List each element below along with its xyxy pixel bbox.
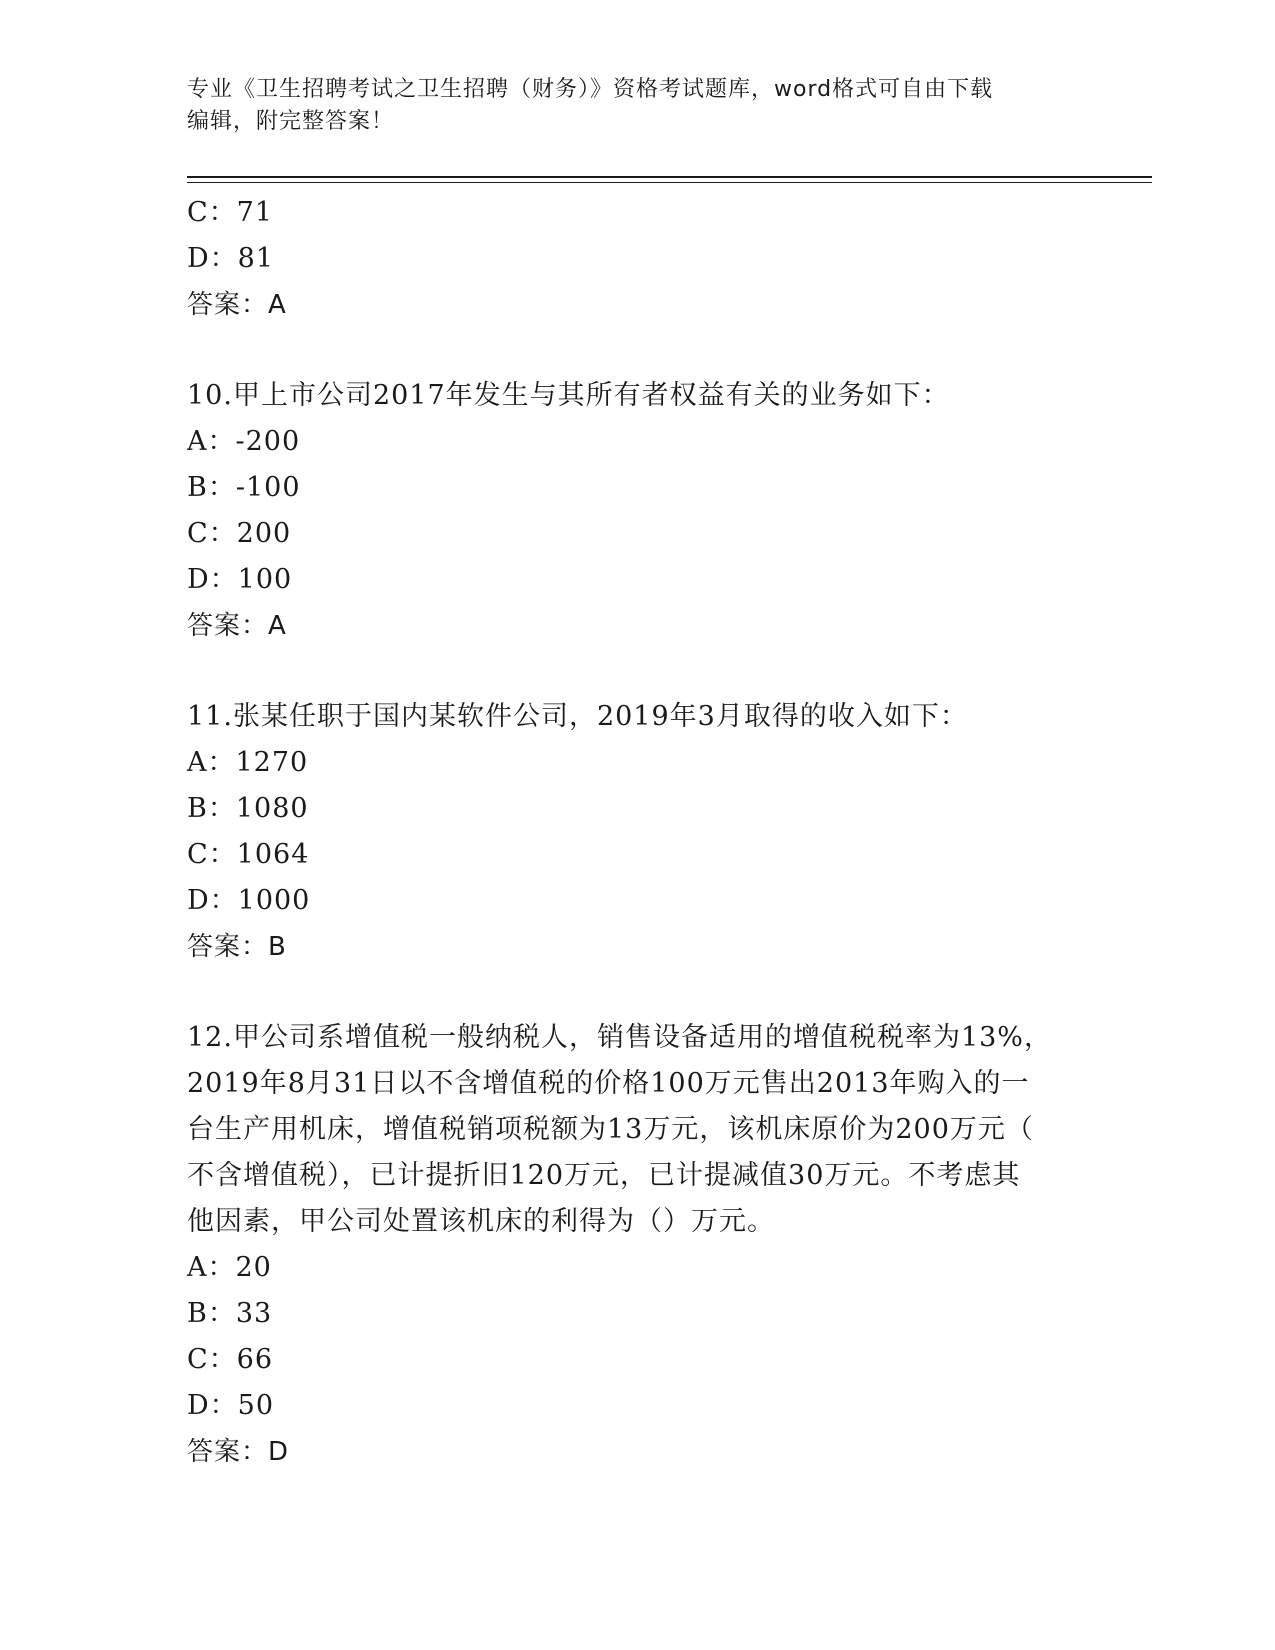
question-text-line: 不含增值税），已计提折旧120万元，已计提减值30万元。不考虑其 bbox=[187, 1160, 1021, 1191]
answer: 答案：A bbox=[187, 290, 287, 320]
question-12 bbox=[187, 1015, 1087, 1475]
spacer bbox=[187, 970, 1087, 1015]
header-line-2: 编辑，附完整答案！ bbox=[187, 109, 395, 134]
option-c: C：200 bbox=[187, 518, 292, 549]
question-text: 10.甲上市公司2017年发生与其所有者权益有关的业务如下： bbox=[187, 380, 950, 411]
option-c: C：1064 bbox=[187, 839, 310, 870]
header-rule-thin bbox=[187, 182, 1152, 183]
question-11 bbox=[187, 694, 1087, 970]
option-d: D：81 bbox=[187, 243, 275, 274]
answer: 答案：B bbox=[187, 932, 287, 962]
option-c: C：71 bbox=[187, 197, 274, 228]
spacer bbox=[187, 649, 1087, 694]
option-d: D：50 bbox=[187, 1390, 275, 1421]
option-a: A：20 bbox=[187, 1252, 272, 1283]
option-b: B：-100 bbox=[187, 472, 301, 503]
question-text: 11.张某任职于国内某软件公司，2019年3月取得的收入如下： bbox=[187, 701, 968, 732]
answer: 答案：A bbox=[187, 611, 287, 641]
option-d: D：1000 bbox=[187, 885, 311, 916]
header-rule-thick bbox=[187, 176, 1152, 178]
option-a: A：1270 bbox=[187, 747, 309, 778]
option-b: B：33 bbox=[187, 1298, 273, 1329]
answer: 答案：D bbox=[187, 1437, 290, 1467]
question-text-line: 2019年8月31日以不含增值税的价格100万元售出2013年购入的一 bbox=[187, 1068, 1030, 1099]
question-9-partial bbox=[187, 190, 1087, 328]
question-list bbox=[187, 190, 1087, 1475]
header-line-1: 专业《卫生招聘考试之卫生招聘（财务）》资格考试题库，word格式可自由下载 bbox=[187, 77, 994, 102]
question-text-line: 台生产用机床，增值税销项税额为13万元，该机床原价为200万元（ bbox=[187, 1114, 1034, 1145]
spacer bbox=[187, 328, 1087, 373]
document-header bbox=[187, 74, 1067, 138]
option-d: D：100 bbox=[187, 564, 293, 595]
option-b: B：1080 bbox=[187, 793, 309, 824]
question-text-line: 12.甲公司系增值税一般纳税人，销售设备适用的增值税税率为13%， bbox=[187, 1022, 1052, 1053]
question-10 bbox=[187, 373, 1087, 649]
option-a: A：-200 bbox=[187, 426, 301, 457]
option-c: C：66 bbox=[187, 1344, 274, 1375]
question-text-line: 他因素，甲公司处置该机床的利得为（）万元。 bbox=[187, 1206, 775, 1237]
